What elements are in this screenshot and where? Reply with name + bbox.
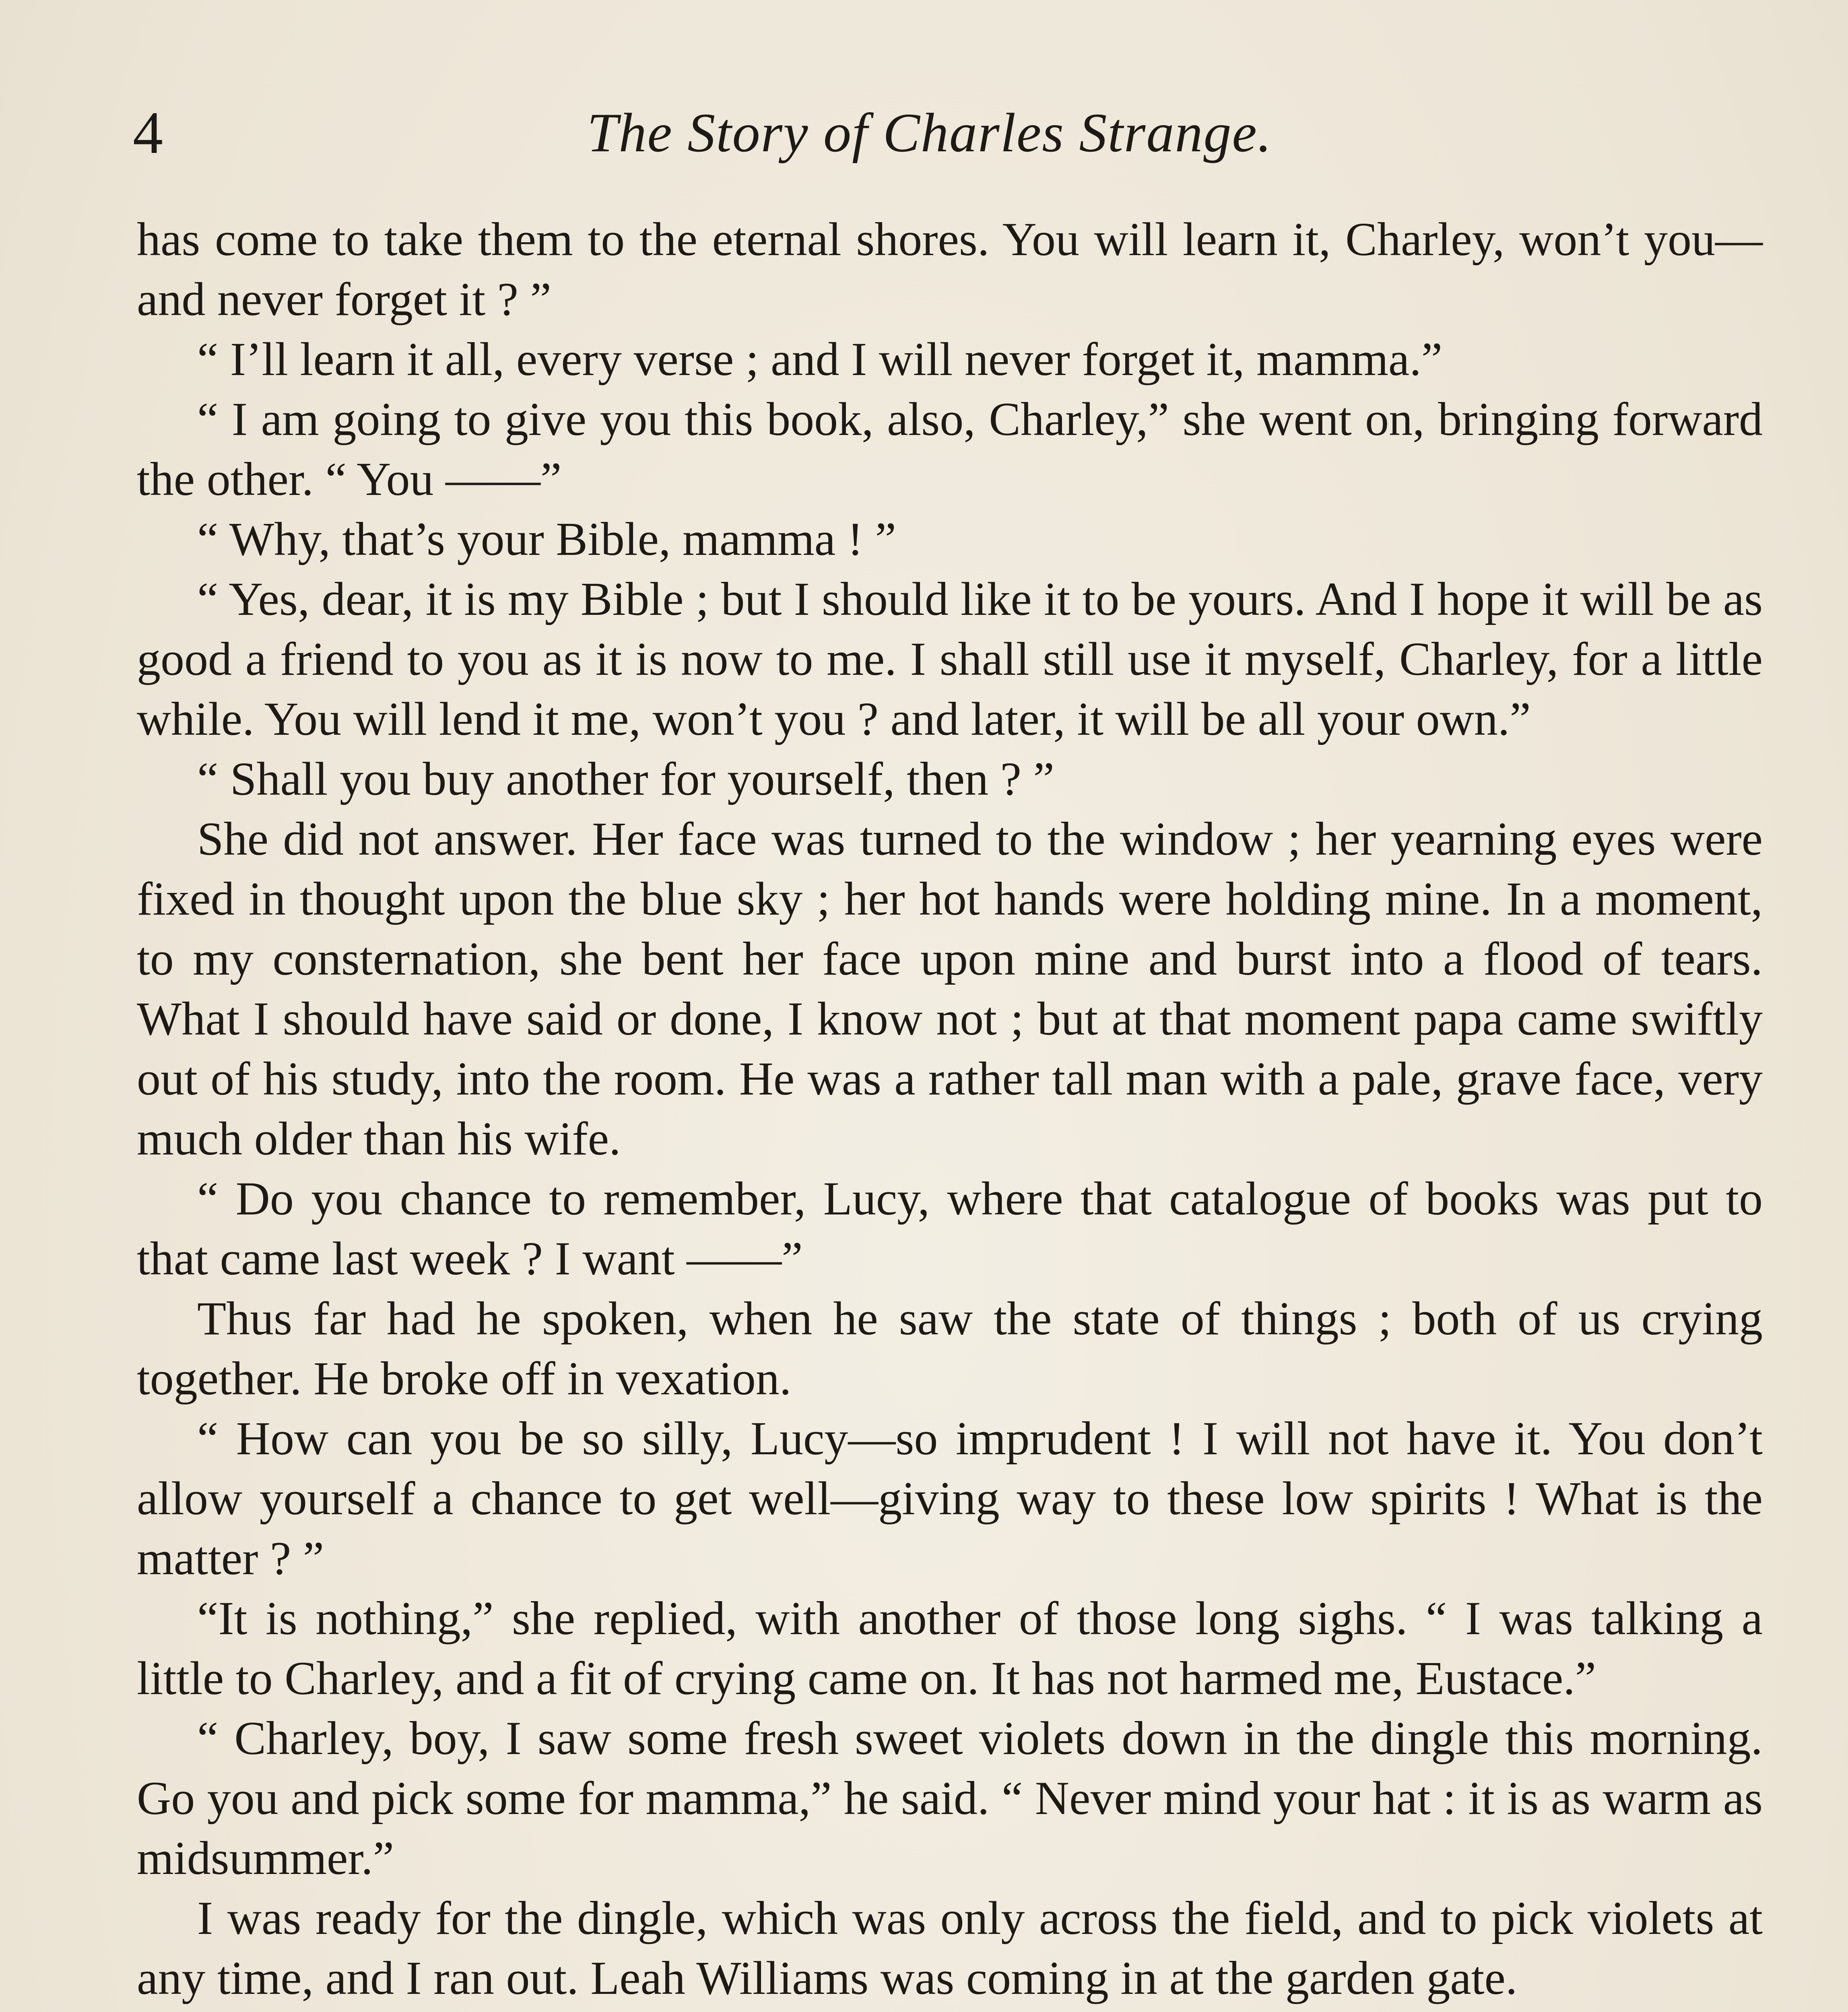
page-number: 4 bbox=[133, 99, 163, 166]
running-title: The Story of Charles Strange. bbox=[587, 102, 1273, 163]
paragraph: “ Why, that’s your Bible, mamma ! ” bbox=[197, 513, 896, 565]
paragraph: “ Do you chance to remember, Lucy, where that catalogue of books was put to that came last week ? I want ——” bbox=[137, 1172, 1763, 1285]
paragraph: She did not answer. Her face was turned to the window ; her yearning eyes were fixed in thought upon the blue sky ; her hot hands were holding mine. In a moment, to my consternation, she bent her face upon mine and burst into a flood of tears. What I should have said or done, I know not ; but at that moment papa came swiftly out of his study, into the room. He was a rather tall man with a pale, grave face, very much older than his wife. bbox=[137, 812, 1763, 1165]
paragraph: “It is nothing,” she replied, with another of those long sighs. “ I was talking a little to Charley, and a fit of crying came on. It has not harmed me, Eustace.” bbox=[137, 1592, 1763, 1705]
body-text bbox=[137, 209, 1763, 2012]
paragraph: Thus far had he spoken, when he saw the state of things ; both of us crying together. He broke off in vexation. bbox=[137, 1292, 1763, 1405]
page-header bbox=[133, 93, 1726, 173]
paragraph bbox=[137, 2008, 1763, 2012]
paragraph: “ Charley, boy, I saw some fresh sweet violets down in the dingle this morning. Go you and pick some for mamma,” he said. “ Never mind your hat : it is as warm as midsummer.” bbox=[137, 1712, 1763, 1884]
paragraph: has come to take them to the eternal shores. You will learn it, Charley, won’t you—and never forget it ? ” bbox=[137, 213, 1763, 326]
paragraph: “ Shall you buy another for yourself, then ? ” bbox=[197, 752, 1054, 805]
paragraph: “ I’ll learn it all, every verse ; and I will never forget it, mamma.” bbox=[197, 333, 1443, 385]
paragraph: “ How can you be so silly, Lucy—so imprudent ! I will not have it. You don’t allow yourself a chance to get well—giving way to these low spirits ! What is the matter ? ” bbox=[137, 1412, 1763, 1585]
paragraph: “ Yes, dear, it is my Bible ; but I should like it to be yours. And I hope it will be as good a friend to you as it is now to me. I shall still use it myself, Charley, for a little while. You will lend it me, won’t you ? and later, it will be all your own.” bbox=[137, 573, 1763, 745]
paragraph: “ I am going to give you this book, also, Charley,” she went on, bringing forward the other. “ You ——” bbox=[137, 393, 1763, 505]
paragraph: I was ready for the dingle, which was only across the field, and to pick violets at any time, and I ran out. Leah Williams was coming in at the garden gate. bbox=[137, 1892, 1763, 2004]
